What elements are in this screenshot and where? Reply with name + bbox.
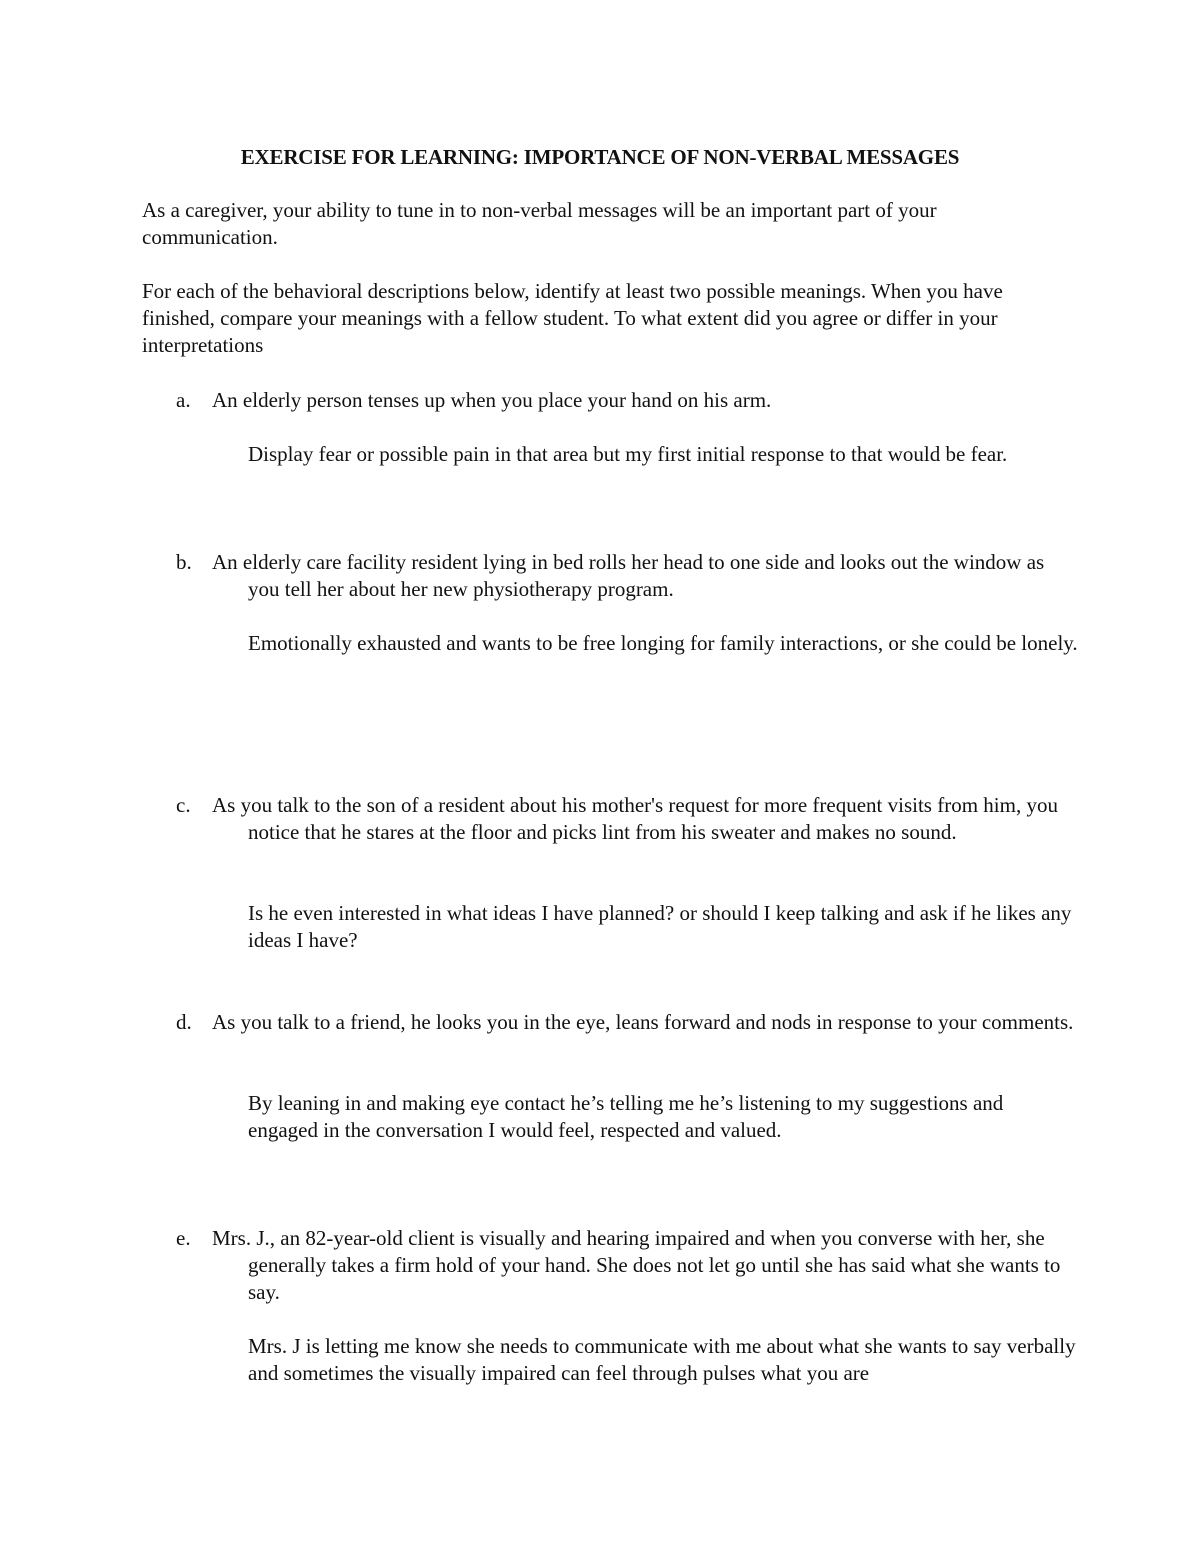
list-item-b <box>176 549 1076 603</box>
page-title: EXERCISE FOR LEARNING: IMPORTANCE OF NON-VERBAL MESSAGES <box>240 145 960 169</box>
list-item-d <box>176 1009 1076 1036</box>
item-prompt: An elderly person tenses up when you place your hand on his arm. <box>212 388 772 412</box>
item-letter: d. <box>176 1010 192 1034</box>
item-answer-c: Is he even interested in what ideas I have planned? or should I keep talking and ask if he likes any ideas I have? <box>248 901 1072 952</box>
item-prompt: As you talk to a friend, he looks you in the eye, leans forward and nods in response to your comments. <box>212 1010 1074 1034</box>
list-item-e <box>176 1225 1076 1306</box>
item-prompt: An elderly care facility resident lying in bed rolls her head to one side and looks out the window as you tell her about her new physiotherapy program. <box>212 550 1045 601</box>
item-letter: a. <box>176 388 191 412</box>
item-prompt: As you talk to the son of a resident about his mother's request for more frequent visits from him, you notice that he stares at the floor and picks lint from his sweater and makes no sound. <box>212 793 1058 844</box>
intro-paragraph-1: As a caregiver, your ability to tune in to non-verbal messages will be an important part of your communication. <box>142 198 937 249</box>
item-answer-e: Mrs. J is letting me know she needs to communicate with me about what she wants to say verbally and sometimes the visually impaired can feel through pulses what you are <box>248 1334 1076 1385</box>
item-prompt: Mrs. J., an 82-year-old client is visually and hearing impaired and when you converse with her, she generally takes a firm hold of your hand. She does not let go until she has said what she wants to say. <box>212 1226 1061 1304</box>
item-answer-a: Display fear or possible pain in that area but my first initial response to that would be fear. <box>248 442 1008 466</box>
item-letter: e. <box>176 1226 191 1250</box>
item-letter: b. <box>176 550 192 574</box>
item-letter: c. <box>176 793 191 817</box>
item-answer-b: Emotionally exhausted and wants to be free longing for family interactions, or she could be lonely. <box>248 631 1078 655</box>
item-answer-d: By leaning in and making eye contact he’s telling me he’s listening to my suggestions and engaged in the conversation I would feel, respected and valued. <box>248 1091 1004 1142</box>
list-item-c <box>176 792 1076 846</box>
list-item-a <box>176 387 1076 414</box>
intro-paragraph-2: For each of the behavioral descriptions below, identify at least two possible meanings. When you have finished, compare your meanings with a fellow student. To what extent did you agree or differ in your interpretations <box>142 279 1003 357</box>
